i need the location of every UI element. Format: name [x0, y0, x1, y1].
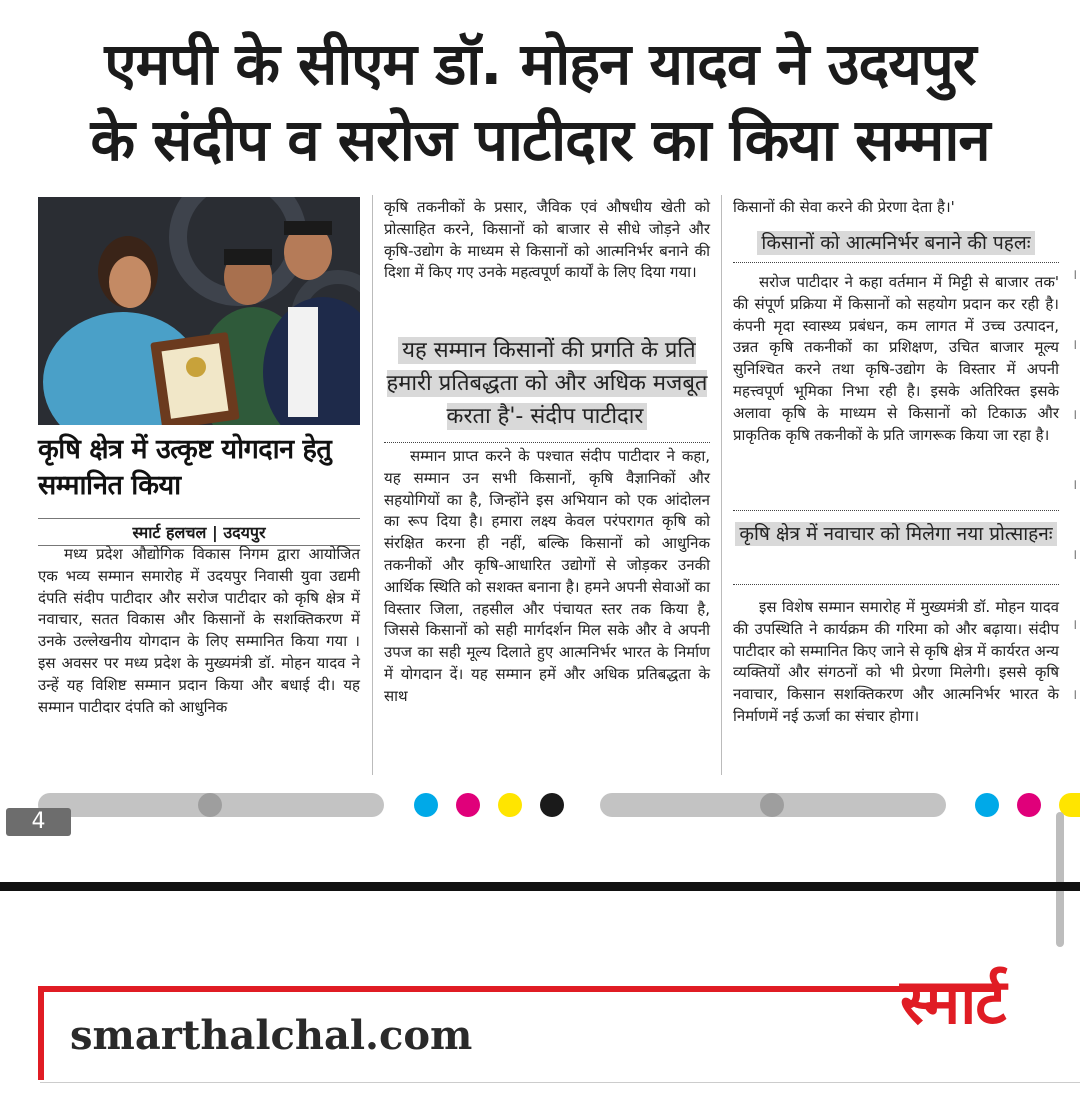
page-separator [0, 882, 1080, 891]
headline-line-1: एमपी के सीएम डॉ. मोहन यादव ने उदयपुर [104, 30, 976, 98]
footer-red-rule-vertical [38, 986, 44, 1080]
left-body [38, 544, 360, 718]
byline: स्मार्ट हलचल | उदयपुर [38, 518, 360, 546]
middle-body-top [384, 197, 710, 284]
registration-knob [760, 793, 784, 817]
registration-knob [198, 793, 222, 817]
adjacent-page-edge: । । । । । । । [1072, 267, 1078, 703]
footer-red-rule [38, 986, 998, 992]
award-photo-illustration [38, 197, 360, 425]
column-divider [372, 195, 373, 775]
right-body-middle [733, 272, 1059, 446]
left-body-text: मध्य प्रदेश औद्योगिक विकास निगम द्वारा आयोजित एक भव्य सम्मान समारोह में उदयपुर निवासी युवा उद्यमी दंपति संदीप पाटीदार और सरोज पाटीदार को कृषि क्षेत्र में नवाचार, सतत विकास और किसानों के सशक्तिकरण में उनके उल्लेखनीय योगदान के लिए सम्मानित किया गया । इस अवसर पर मध्य प्रदेश के मुख्यमंत्री डॉ. मोहन यादव ने उन्हें यह विशिष्ट सम्मान प्रदान किया और बधाई दी। यह सम्मान पाटीदार दंपति को आधुनिक [38, 545, 360, 716]
award-photo [38, 197, 360, 425]
pull-quote [384, 334, 710, 433]
pull-quote-text: यह सम्मान किसानों की प्रगति के प्रति हमारी प्रतिबद्धता को और अधिक मजबूत करता है'- संदीप पाटीदार [386, 338, 708, 429]
section-head-2 [733, 519, 1059, 550]
middle-body-2: सम्मान प्राप्त करने के पश्चात संदीप पाटीदार ने कहा, यह सम्मान उन सभी किसानों, कृषि वैज्ञानिकों और सहयोगियों का है, जिन्होंने इस अभियान को एक आंदोलन का रूप दिया है। हमारा लक्ष्य केवल परंपरागत कृषि को संरक्षित करना ही नहीं, बल्कि किसानों को आधुनिक तकनीकों और कृषि-आधारित उद्योगों से जोड़कर उनकी आर्थिक स्थिति को सशक्त बनाना है। हमने अपनी सेवाओं का विस्तार जिला, तहसील और पंचायत स्तर तक किया है, जिससे किसानों को सही मार्गदर्शन मिल सके और वे अपनी उपज का सही मूल्य दिलाते हुए आत्मनिर्भर भारत के निर्माण में योगदान दें। यह सम्मान हमें और अधिक प्रतिबद्धता के साथ [384, 447, 710, 705]
middle-body-bottom [384, 446, 710, 708]
registration-dot-cyan [975, 793, 999, 817]
page-number-badge[interactable]: 4 [6, 808, 71, 836]
section-rule [733, 510, 1059, 511]
right-body-1: किसानों की सेवा करने की प्रेरणा देता है।' [733, 198, 955, 216]
section-head-2-text: कृषि क्षेत्र में नवाचार को मिलेगा नया प्रोत्साहनः [735, 522, 1056, 546]
registration-dot-magenta [1017, 793, 1041, 817]
column-divider [721, 195, 722, 775]
section-rule [733, 262, 1059, 263]
brand-logo: स्मार्ट [900, 965, 1006, 1038]
section-head-1-text: किसानों को आत्मनिर्भर बनाने की पहलः [757, 231, 1034, 255]
right-body-2: सरोज पाटीदार ने कहा वर्तमान में मिट्टी से बाजार तक' की संपूर्ण प्रक्रिया में किसानों को सहयोग प्रदान कर रही है। कंपनी मृदा स्वास्थ्य प्रबंधन, कम लागत में उच्च उत्पादन, उन्नत कृषि तकनीकों का प्रशिक्षण, उचित बाजार मूल्य सुनिश्चित करने तथा कृषि-उद्योग के विस्तार में अपनी महत्त्वपूर्ण भूमिका निभा रही है। इसके अतिरिक्त इसके अलावा कृषि के माध्यम से किसानों को टिकाऊ और प्राकृतिक कृषि तकनीकों के प्रति जागरूक किया जा रहा है। [733, 273, 1059, 444]
scrollbar[interactable] [1056, 812, 1064, 947]
registration-dot-black [540, 793, 564, 817]
registration-dot-magenta [456, 793, 480, 817]
right-body-bottom [733, 597, 1059, 728]
middle-body-1: कृषि तकनीकों के प्रसार, जैविक एवं औषधीय खेती को प्रोत्साहित करने, किसानों को बाजार से सीधे जोड़ने और कृषि-उद्योग के माध्यम से किसानों को आत्मनिर्भर बनाने की दिशा में किए गए उनके महत्वपूर्ण कार्यों के लिए दिया गया। [384, 198, 710, 282]
section-head-1 [733, 228, 1059, 259]
registration-dot-cyan [414, 793, 438, 817]
headline-line-2: के संदीप व सरोज पाटीदार का किया सम्मान [90, 106, 990, 174]
footer-rule [40, 1082, 1080, 1083]
right-body-3: इस विशेष सम्मान समारोह में मुख्यमंत्री डॉ. मोहन यादव की उपस्थिति ने कार्यक्रम की गरिमा को और बढ़ाया। संदीप पाटीदार को सम्मानित किए जाने से कृषि क्षेत्र में कार्यरत अन्य व्यक्तियों और संगठनों को भी प्रेरणा मिलेगी। इससे कृषि नवाचार, किसान सशक्तिकरण और आत्मनिर्भर भारत के निर्माणमें नई ऊर्जा का संचार होगा। [733, 598, 1059, 725]
left-subhead: कृषि क्षेत्र में उत्कृष्ट योगदान हेतु सम्मानित किया [38, 434, 332, 501]
right-body-top [733, 197, 1059, 219]
section-rule [733, 584, 1059, 585]
registration-dot-yellow [498, 793, 522, 817]
website-url[interactable]: smarthalchal.com [70, 1012, 473, 1059]
headline [20, 26, 1060, 178]
quote-rule [384, 442, 710, 443]
